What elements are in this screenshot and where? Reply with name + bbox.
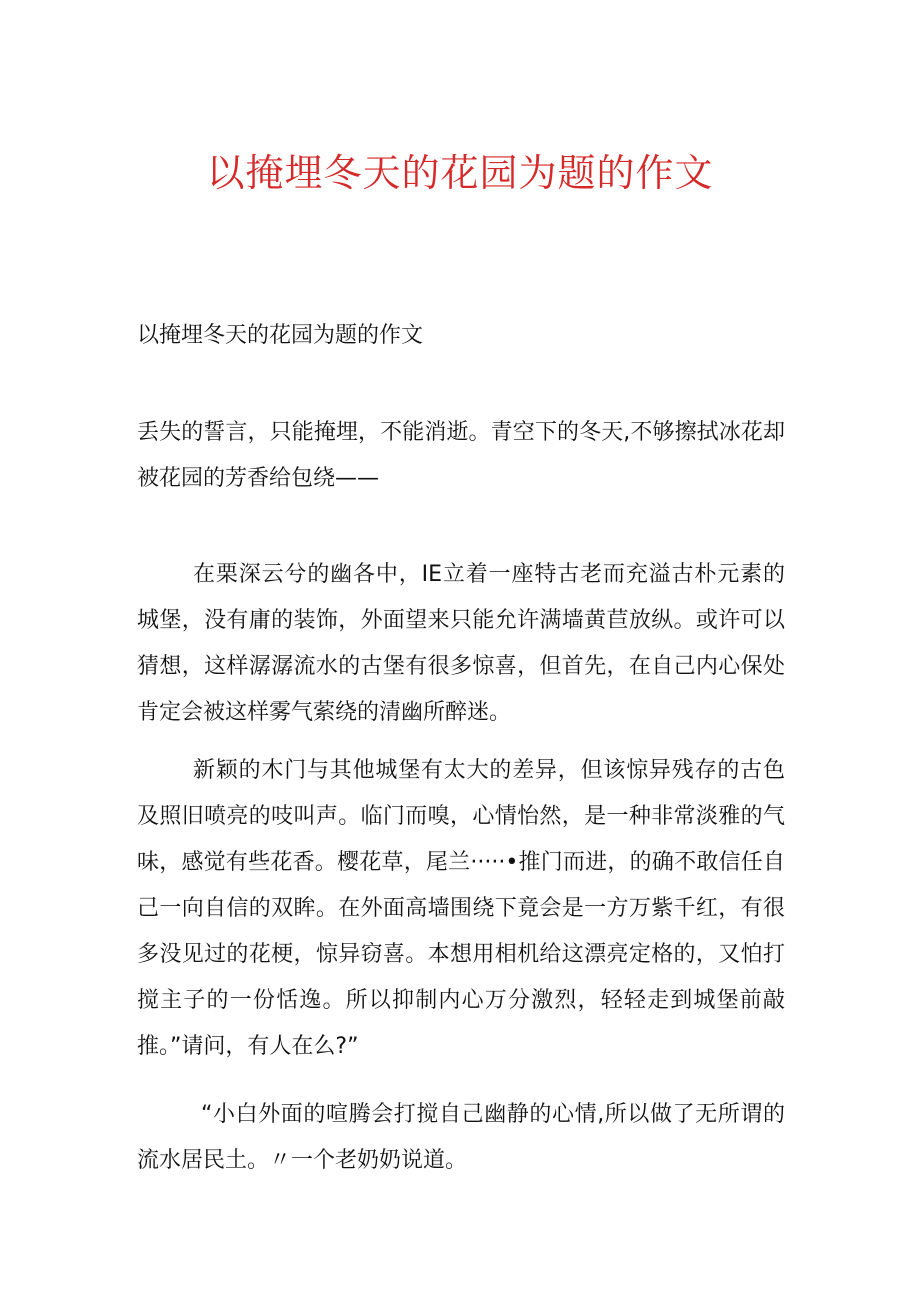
document-title: 以掩埋冬天的花园为题的作文 bbox=[206, 151, 714, 195]
intro-paragraph: 丢失的誓言，只能掩埋，不能消逝。青空下的冬天,不够擦拭冰花却被花园的芳香给包绕—— bbox=[137, 420, 785, 491]
paragraph-grandma: “小白外面的喧腾会打搅自己幽静的心情,所以做了无所谓的流水居民土。〃一个老奶奶说道。 bbox=[137, 1102, 785, 1173]
document-subtitle: 以掩埋冬天的花园为题的作文 bbox=[137, 323, 424, 348]
paragraph-door: 新颖的木门与其他城堡有太大的差异，但该惊异残存的古色及照旧喷亮的吱叫声。临门而嗅，心情怡然，是一种非常淡雅的气味，感觉有些花香。樱花草，尾兰·····•推门而进，的确不敢信任自己一向自信的双眸。在外面高墙围绕下竟会是一方万紫千红，有很多没见过的花梗，惊异窃喜。本想用相机给这漂亮定格的，又怕打搅主子的一份恬逸。所以抑制内心万分激烈，轻轻走到城堡前敲推。”请问，有人在么?” bbox=[137, 758, 785, 1059]
paragraph-castle: 在栗深云兮的幽各中，IE立着一座特古老而充溢古朴元素的城堡，没有庸的装饰，外面望来只能允许满墙黄苣放纵。或许可以猜想，这样潺潺流水的古堡有很多惊喜，但首先，在自己内心保处肯定会被这样雾气萦绕的清幽所醉迷。 bbox=[137, 562, 785, 725]
